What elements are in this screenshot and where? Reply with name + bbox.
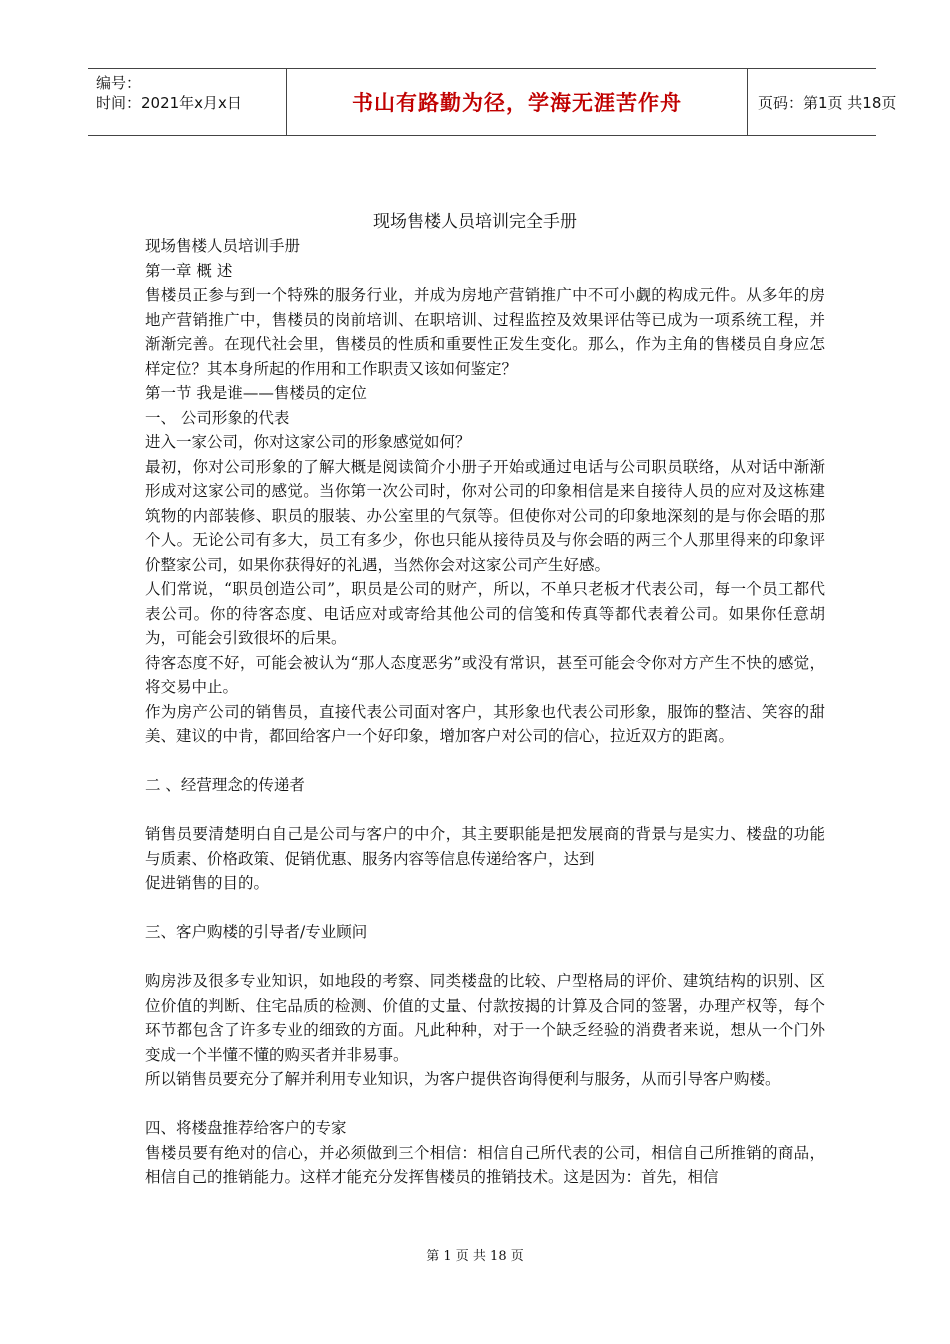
header-page-label: 页码：第1页 共18页 xyxy=(758,93,897,112)
paragraph: 现场售楼人员培训手册 xyxy=(145,237,301,255)
paragraph: 所以销售员要充分了解并利用专业知识，为客户提供咨询得便利与服务，从而引导客户购楼。 xyxy=(145,1070,781,1088)
document-title: 现场售楼人员培训完全手册 xyxy=(373,212,577,232)
blank-line xyxy=(145,798,825,823)
chapter-heading: 第一章 概 述 xyxy=(145,261,233,280)
header-time-label: 时间：2021年x月x日 xyxy=(96,94,242,112)
header-motto: 书山有路勤为径，学海无涯苦作舟 xyxy=(286,69,748,135)
page-footer: 第 1 页 共 18 页 xyxy=(426,1249,524,1264)
subsection-heading: 一、 公司形象的代表 xyxy=(145,408,290,427)
blank-line xyxy=(145,896,825,921)
blank-line xyxy=(145,945,825,970)
paragraph: 购房涉及很多专业知识，如地段的考察、同类楼盘的比较、户型格局的评价、建筑结构的识别、区位价值的判断、住宅品质的检测、价值的丈量、付款按揭的计算及合同的签署，办理产权等，每个环节都包含了许多专业的细致的方面。凡此种种，对于一个缺乏经验的消费者来说，想从一个门外变成一个半懂不懂的购买者并非易事。 xyxy=(145,972,825,1064)
document-header xyxy=(88,68,897,136)
section-heading: 第一节 我是谁——售楼员的定位 xyxy=(145,384,367,402)
paragraph: 售楼员正参与到一个特殊的服务行业，并成为房地产营销推广中不可小觑的构成元件。从多年的房地产营销推广中，售楼员的岗前培训、在职培训、过程监控及效果评估等已成为一项系统工程，并渐渐完善。在现代社会里，售楼员的性质和重要性正发生变化。那么，作为主角的售楼员自身应怎样定位？其本身所起的作用和工作职责又该如何鉴定？ xyxy=(145,286,825,378)
paragraph: 人们常说，“职员创造公司”，职员是公司的财产，所以，不单只老板才代表公司，每一个员工都代表公司。你的待客态度、电话应对或寄给其他公司的信笺和传真等都代表着公司。如果你任意胡为，可能会引致很坏的后果。 xyxy=(145,580,825,647)
document-body xyxy=(145,234,825,1190)
paragraph: 促进销售的目的。 xyxy=(145,874,270,892)
paragraph: 销售员要清楚明白自己是公司与客户的中介，其主要职能是把发展商的背景与是实力、楼盘的功能与质素、价格政策、促销优惠、服务内容等信息传递给客户，达到 xyxy=(145,825,825,868)
blank-line xyxy=(145,749,825,774)
paragraph: 售楼员要有绝对的信心，并必须做到三个相信：相信自己所代表的公司，相信自己所推销的商品，相信自己的推销能力。这样才能充分发挥售楼员的推销技术。这是因为：首先，相信 xyxy=(145,1143,825,1186)
header-meta xyxy=(88,69,286,135)
subsection-heading: 二 、经营理念的传递者 xyxy=(145,776,305,794)
paragraph: 最初，你对公司形象的了解大概是阅读简介小册子开始或通过电话与公司职员联络，从对话中渐渐形成对这家公司的感觉。当你第一次公司时，你对公司的印象相信是来自接待人员的应对及这栋建筑物的内部装修、职员的服装、办公室里的气氛等。但使你对公司的印象地深刻的是与你会晤的那个人。无论公司有多大，员工有多少，你也只能从接待员及与你会晤的两三个人那里得来的印象评价整家公司，如果你获得好的礼遇，当然你会对这家公司产生好感。 xyxy=(145,457,825,574)
paragraph: 进入一家公司，你对这家公司的形象感觉如何？ xyxy=(145,433,471,451)
header-code-label: 编号： xyxy=(96,74,142,92)
subsection-heading: 三、客户购楼的引导者/专业顾问 xyxy=(145,923,368,941)
blank-line xyxy=(145,1092,825,1117)
paragraph: 作为房产公司的销售员，直接代表公司面对客户，其形象也代表公司形象，服饰的整洁、笑容的甜美、建议的中肯，都回给客户一个好印象，增加客户对公司的信心，拉近双方的距离。 xyxy=(145,702,825,745)
paragraph: 待客态度不好，可能会被认为“那人态度恶劣”或没有常识，甚至可能会令你对方产生不快的感觉，将交易中止。 xyxy=(145,653,825,696)
subsection-heading: 四、将楼盘推荐给客户的专家 xyxy=(145,1119,347,1137)
